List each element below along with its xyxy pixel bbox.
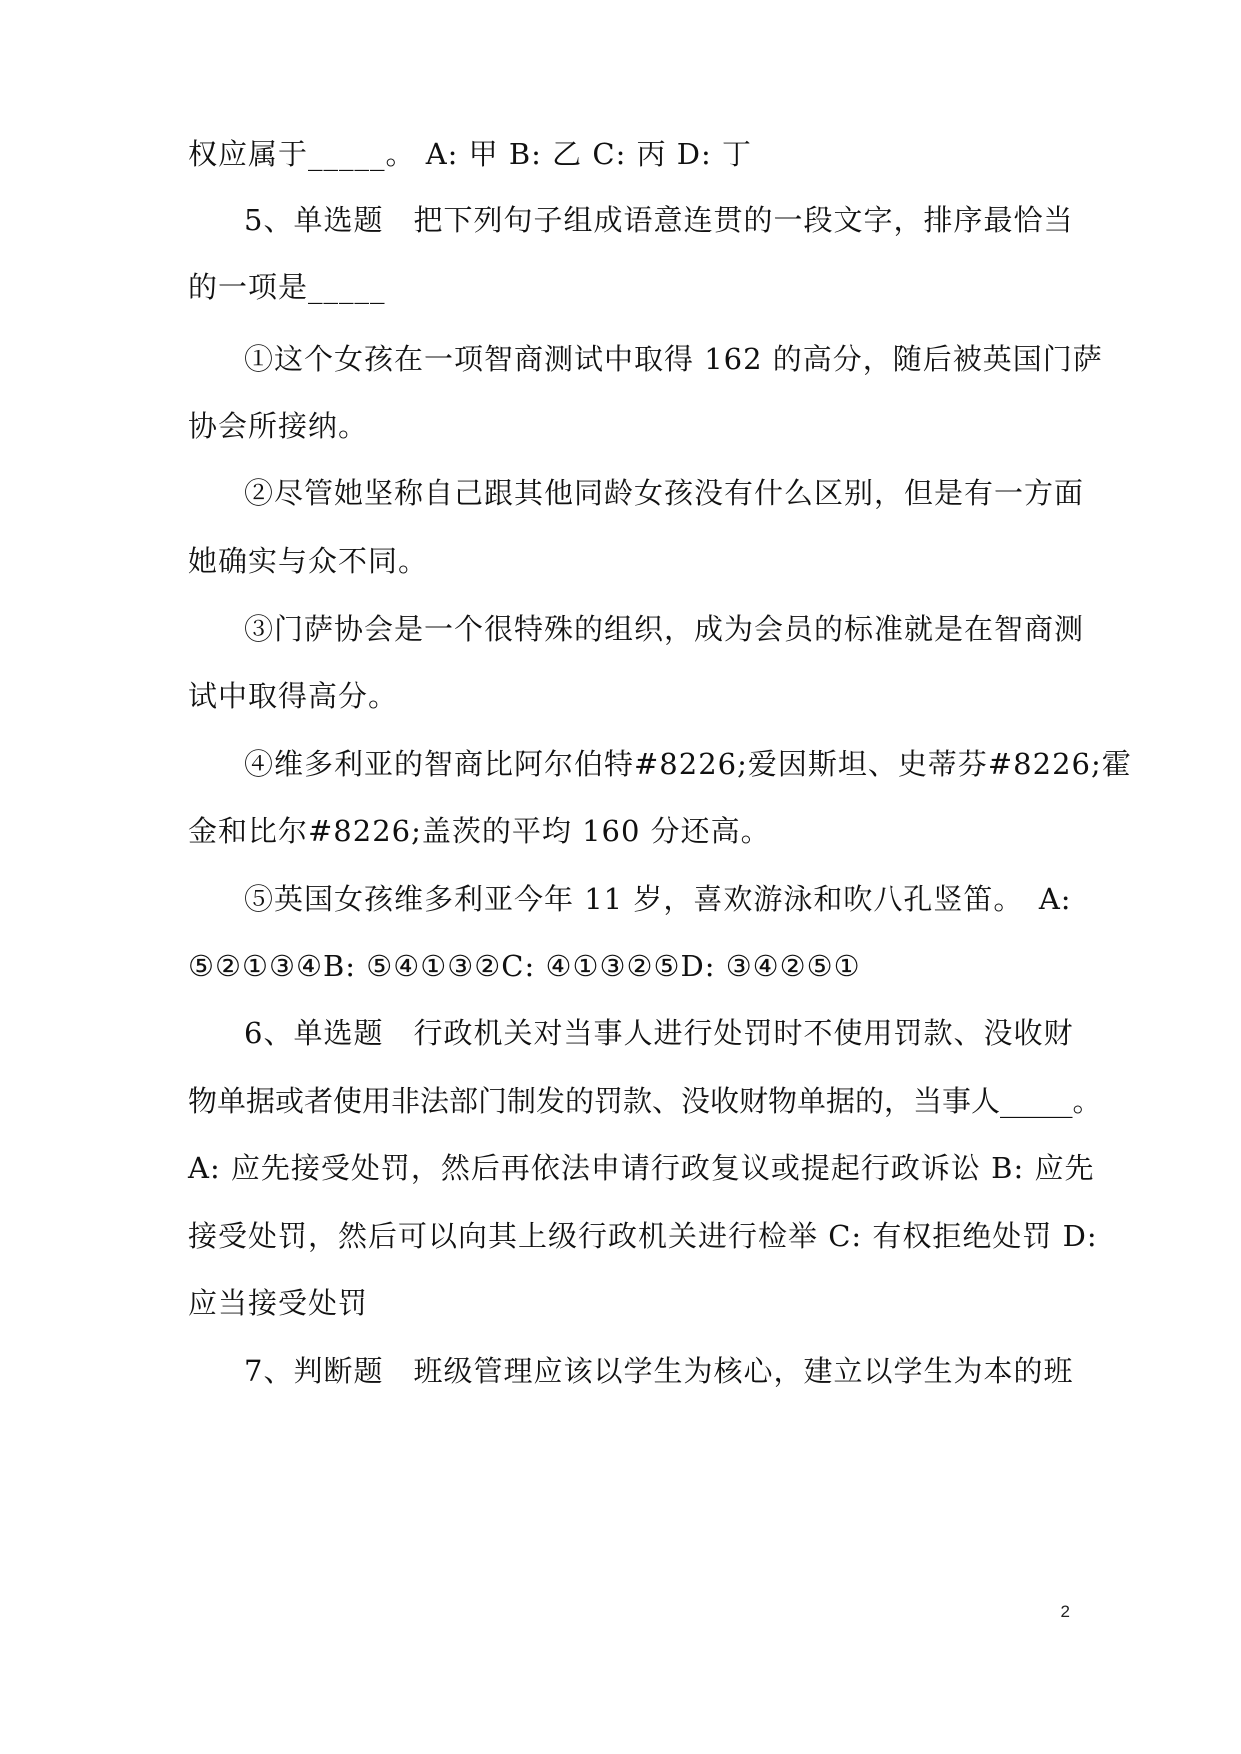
question-5-options: ⑤②①③④B: ⑤④①③②C: ④①③②⑤D: ③④②⑤① <box>188 949 861 983</box>
question-5-stem-line-1: 5、单选题 把下列句子组成语意连贯的一段文字，排序最恰当 <box>244 203 1074 237</box>
question-6-options-line-1: A: 应先接受处罚，然后再依法申请行政复议或提起行政诉讼 B: 应先 <box>188 1151 1095 1185</box>
sentence-5-line-1: ⑤英国女孩维多利亚今年 11 岁，喜欢游泳和吹八孔竖笛。 A: <box>244 882 1072 916</box>
sentence-3-line-2: 试中取得高分。 <box>188 679 399 713</box>
question-5-stem-line-2: 的一项是_____ <box>188 270 386 304</box>
sentence-2-line-1: ②尽管她坚称自己跟其他同龄女孩没有什么区别，但是有一方面 <box>244 476 1085 510</box>
sentence-1-line-2: 协会所接纳。 <box>188 409 369 443</box>
page-number: 2 <box>1060 1602 1070 1621</box>
sentence-4-line-2: 金和比尔#8226;盖茨的平均 160 分还高。 <box>188 814 771 848</box>
sentence-1-line-1: ①这个女孩在一项智商测试中取得 162 的高分，随后被英国门萨 <box>244 342 1103 376</box>
question-6-options-line-2: 接受处罚，然后可以向其上级行政机关进行检举 C: 有权拒绝处罚 D: <box>188 1219 1098 1253</box>
question-6-stem-line-1: 6、单选题 行政机关对当事人进行处罚时不使用罚款、没收财 <box>244 1016 1074 1050</box>
sentence-4-line-1: ④维多利亚的智商比阿尔伯特#8226;爱因斯坦、史蒂芬#8226;霍 <box>244 747 1132 781</box>
sentence-2-line-2: 她确实与众不同。 <box>188 544 429 578</box>
text-line-1: 权应属于_____。 A: 甲 B: 乙 C: 丙 D: 丁 <box>188 137 753 171</box>
question-7-stem-line-1: 7、判断题 班级管理应该以学生为核心，建立以学生为本的班 <box>244 1354 1074 1388</box>
question-6-options-line-3: 应当接受处罚 <box>188 1286 369 1320</box>
question-6-stem-line-2: 物单据或者使用非法部门制发的罚款、没收财物单据的，当事人_____。 <box>188 1084 1102 1118</box>
sentence-3-line-1: ③门萨协会是一个很特殊的组织，成为会员的标准就是在智商测 <box>244 612 1085 646</box>
